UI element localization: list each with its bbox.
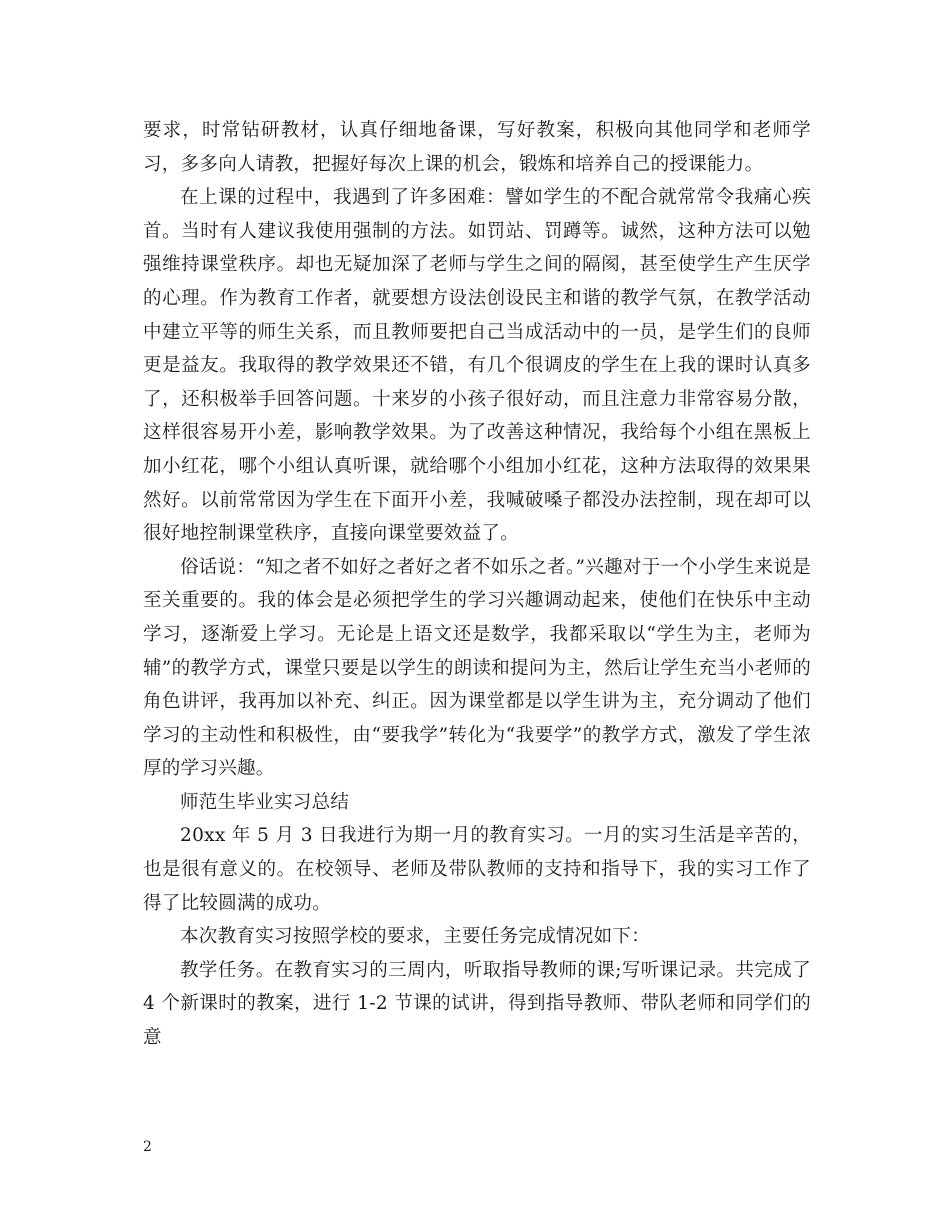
section-heading: 师范生毕业实习总结 (180, 791, 350, 813)
paragraph-1: 要求，时常钻研教材，认真仔细地备课，写好教案，积极向其他同学和老师学习，多多向人请教，把握好每次上课的机会，锻炼和培养自己的授课能力。 (143, 120, 811, 175)
paragraph-5: 20xx 年 5 月 3 日我进行为期一月的教育实习。一月的实习生活是辛苦的，也是很有意义的。在校领导、老师及带队教师的支持和指导下，我的实习工作了得了比较圆满的成功。 (143, 825, 811, 914)
page-number: 2 (143, 1139, 152, 1155)
document-body (143, 114, 811, 1055)
paragraph-7: 教学任务。在教育实习的三周内，听取指导教师的课;写听课记录。共完成了 4 个新课时的教案，进行 1-2 节课的试讲，得到指导教师、带队老师和同学们的意 (143, 959, 811, 1049)
paragraph-2: 在上课的过程中，我遇到了许多困难：譬如学生的不配合就常常令我痛心疾首。当时有人建议我使用强制的方法。如罚站、罚蹲等。诚然，这种方法可以勉强维持课堂秩序。却也无疑加深了老师与学生之间的隔阂，甚至使学生产生厌学的心理。作为教育工作者，就要想方设法创设民主和谐的教学气氛，在教学活动中建立平等的师生关系，而且教师要把自己当成活动中的一员，是学生们的良师更是益友。我取得的教学效果还不错，有几个很调皮的学生在上我的课时认真多了，还积极举手回答问题。十来岁的小孩子很好动，而且注意力非常容易分散，这样很容易开小差，影响教学效果。为了改善这种情况，我给每个小组在黑板上加小红花，哪个小组认真听课，就给哪个小组加小红花，这种方法取得的效果果然好。以前常常因为学生在下面开小差，我喊破嗓子都没办法控制，现在却可以很好地控制课堂秩序，直接向课堂要效益了。 (143, 187, 811, 545)
paragraph-6: 本次教育实习按照学校的要求，主要任务完成情况如下： (180, 926, 651, 948)
paragraph-3: 俗话说：“知之者不如好之者好之者不如乐之者。”兴趣对于一个小学生来说是至关重要的。我的体会是必须把学生的学习兴趣调动起来，使他们在快乐中主动学习，逐渐爱上学习。无论是上语文还是数学，我都采取以“学生为主，老师为辅”的教学方式，课堂只要是以学生的朗读和提问为主，然后让学生充当小老师的角色讲评，我再加以补充、纠正。因为课堂都是以学生讲为主，充分调动了他们学习的主动性和积极性，由“要我学”转化为“我要学”的教学方式，激发了学生浓厚的学习兴趣。 (143, 556, 811, 780)
